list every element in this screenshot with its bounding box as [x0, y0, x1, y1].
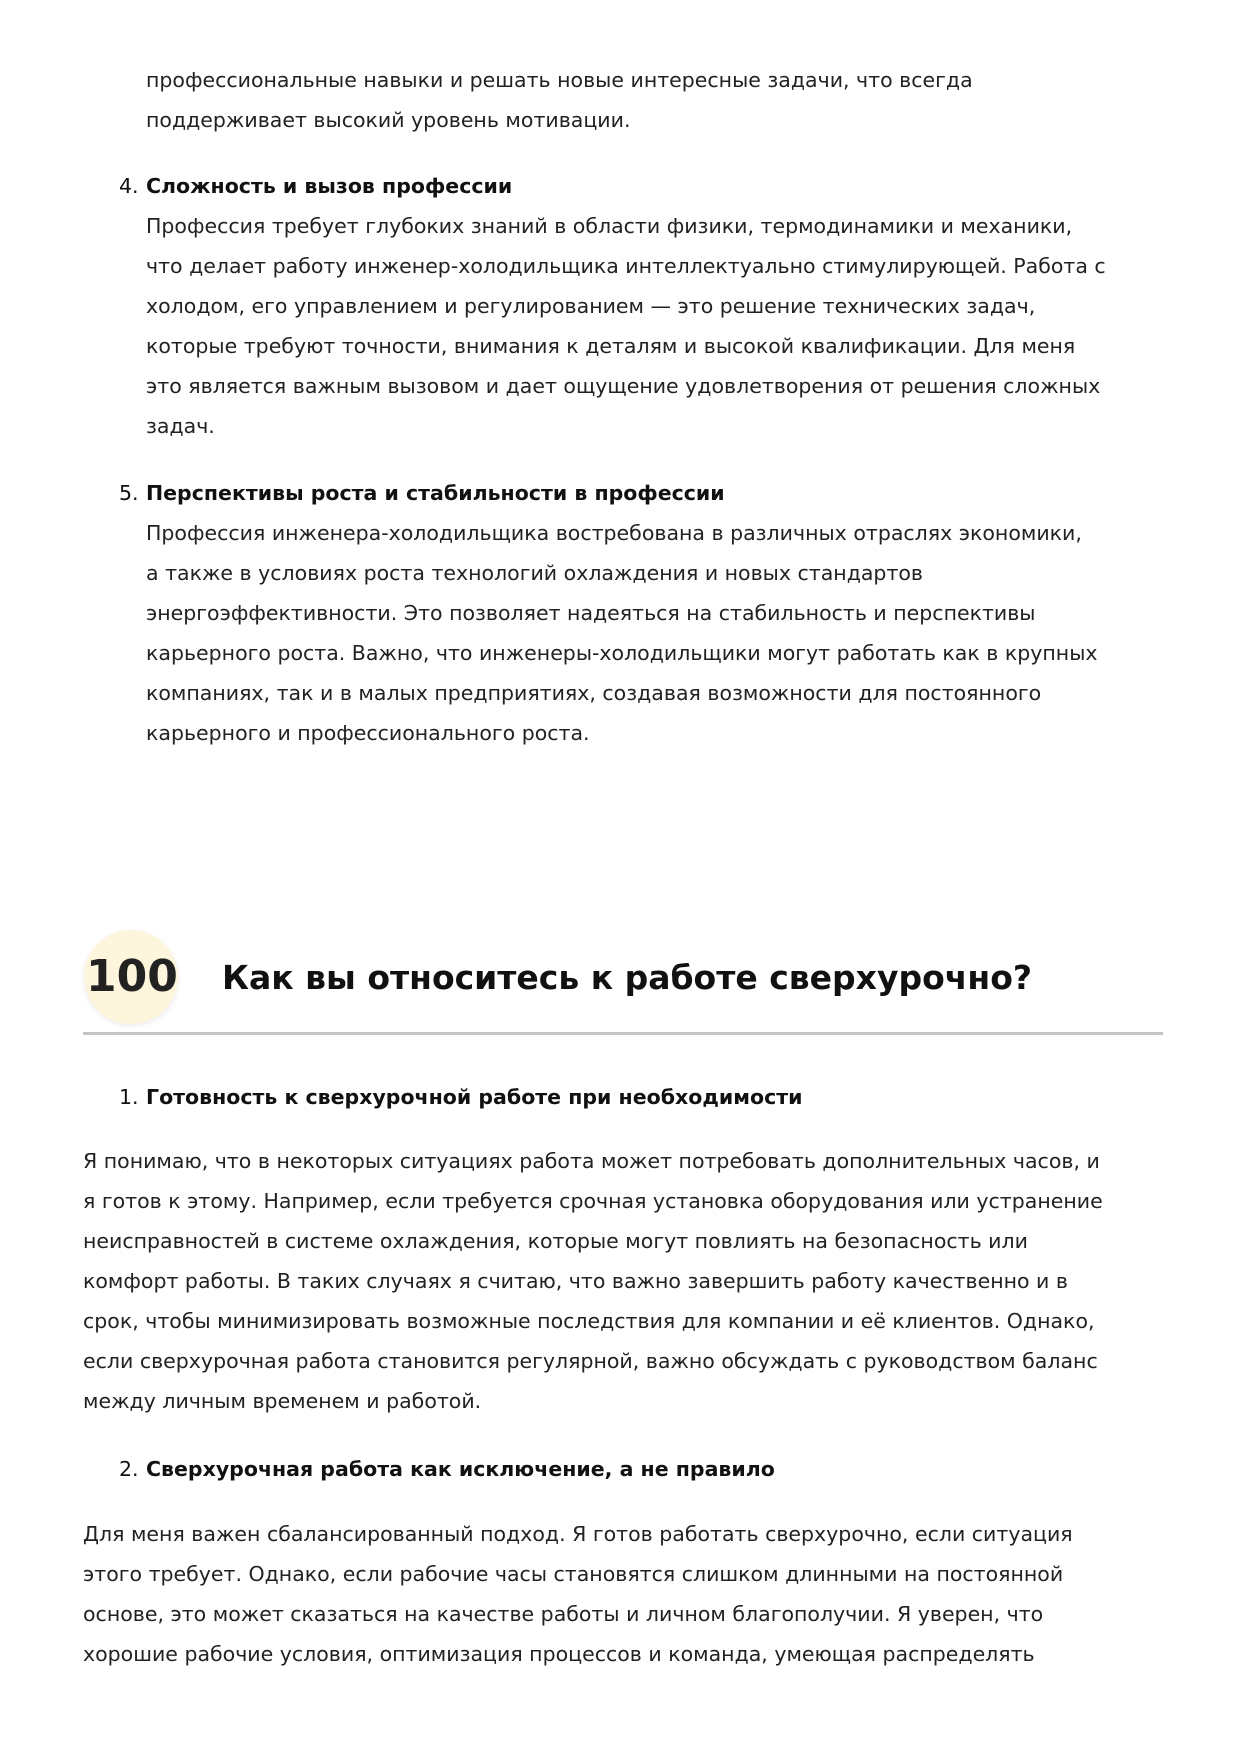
- text-line: карьерного и профессионального роста.: [146, 721, 590, 745]
- item-number: 5.: [119, 481, 139, 505]
- text-line: холодом, его управлением и регулированием — это решение технических задач,: [146, 294, 1036, 318]
- text-line: задач.: [146, 414, 215, 438]
- text-line: которые требуют точности, внимания к деталям и высокой квалификации. Для меня: [146, 334, 1076, 358]
- intro-continuation: [146, 60, 973, 140]
- text-line: что делает работу инженер-холодильщика интеллектуально стимулирующей. Работа с: [146, 254, 1106, 278]
- text-line: Я понимаю, что в некоторых ситуациях работа может потребовать дополнительных часов, и: [83, 1149, 1100, 1173]
- text-line: Профессия инженера-холодильщика востребована в различных отраслях экономики,: [146, 521, 1082, 545]
- text-line: это является важным вызовом и дает ощущение удовлетворения от решения сложных: [146, 374, 1101, 398]
- text-line: Для меня важен сбалансированный подход. Я готов работать сверхурочно, если ситуация: [83, 1522, 1073, 1546]
- text-line: карьерного роста. Важно, что инженеры-холодильщики могут работать как в крупных: [146, 641, 1098, 665]
- text-line: основе, это может сказаться на качестве работы и личном благополучии. Я уверен, что: [83, 1602, 1044, 1626]
- item-number: 2.: [119, 1457, 139, 1481]
- item-number: 1.: [119, 1085, 139, 1109]
- text-line: комфорт работы. В таких случаях я считаю, что важно завершить работу качественно и в: [83, 1269, 1068, 1293]
- text-line: поддерживает высокий уровень мотивации.: [146, 108, 631, 132]
- header-divider: [83, 1032, 1163, 1035]
- item-number: 4.: [119, 174, 139, 198]
- item-title: Сверхурочная работа как исключение, а не правило: [146, 1457, 775, 1481]
- item-title: Сложность и вызов профессии: [146, 174, 513, 198]
- text-line: неисправностей в системе охлаждения, которые могут повлиять на безопасность или: [83, 1229, 1028, 1253]
- text-line: срок, чтобы минимизировать возможные последствия для компании и её клиентов. Однако,: [83, 1309, 1095, 1333]
- text-line: между личным временем и работой.: [83, 1389, 482, 1413]
- text-line: этого требует. Однако, если рабочие часы становятся слишком длинными на постоянной: [83, 1562, 1064, 1586]
- text-line: компаниях, так и в малых предприятиях, создавая возможности для постоянного: [146, 681, 1042, 705]
- text-line: энергоэффективности. Это позволяет надеяться на стабильность и перспективы: [146, 601, 1036, 625]
- text-line: а также в условиях роста технологий охлаждения и новых стандартов: [146, 561, 924, 585]
- question-number: 100: [86, 951, 178, 1002]
- item-title: Перспективы роста и стабильности в профессии: [146, 481, 725, 505]
- text-line: если сверхурочная работа становится регулярной, важно обсуждать с руководством баланс: [83, 1349, 1098, 1373]
- question-title: Как вы относитесь к работе сверхурочно?: [222, 958, 1033, 997]
- text-line: хорошие рабочие условия, оптимизация процессов и команда, умеющая распределять: [83, 1642, 1035, 1666]
- text-line: профессиональные навыки и решать новые интересные задачи, что всегда: [146, 68, 973, 92]
- text-line: я готов к этому. Например, если требуется срочная установка оборудования или устранение: [83, 1189, 1103, 1213]
- text-line: Профессия требует глубоких знаний в области физики, термодинамики и механики,: [146, 214, 1073, 238]
- item-title: Готовность к сверхурочной работе при необходимости: [146, 1085, 803, 1109]
